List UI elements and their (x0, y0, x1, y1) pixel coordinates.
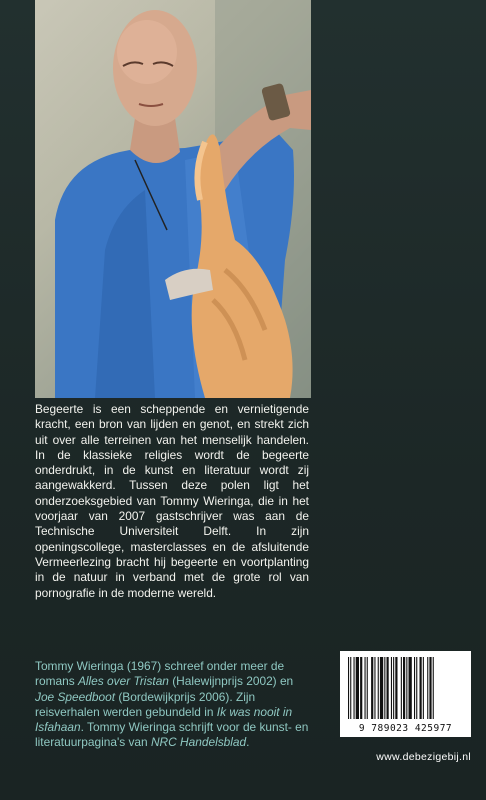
barcode-bar (433, 657, 434, 719)
bio-part-3: (Bordewijkprijs 2006). Zijn reisverhalen werden gebundeld in (35, 689, 256, 719)
blurb-paragraph: Begeerte is een scheppende en vernietigende kracht, een bron van lijden en genot, en strekt zich uit over alle terreinen van het menselijk handelen. In de klassieke religies wordt de begeerte onderdrukt, in de kunst en literatuur wordt zij aangewakkerd. Tussen deze polen ligt het onderzoeksgebied van Tommy Wieringa, die in het voorjaar van 2007 gastschrijver was aan de Technische Universiteit Delft. In zijn openingscollege, masterclasses en de afsluitende Vermeerlezing bracht hij begeerte en voortplanting in de natuur in verband met de grote rol van pornografie in de moderne wereld. (35, 402, 309, 600)
barcode-bar (409, 657, 412, 719)
bio-part-1: Tommy Wieringa (1967) schreef onder meer de romans (35, 659, 285, 689)
barcode-bar (350, 657, 351, 719)
author-bio-paragraph (35, 659, 311, 751)
barcode-number: 9 789023 425977 (358, 723, 453, 734)
book-title-1: Alles over Tristan (77, 674, 169, 689)
barcode-bar (401, 657, 402, 719)
bio-part-5: . (246, 735, 250, 750)
barcode (340, 651, 471, 737)
barcode-bar (354, 657, 355, 719)
barcode-bar (403, 657, 405, 719)
author-photo-illustration (35, 0, 311, 398)
barcode-bar (393, 657, 394, 719)
blurb-text (35, 402, 309, 601)
barcode-bar (371, 657, 373, 719)
barcode-bar (429, 657, 431, 719)
barcode-bar (406, 657, 407, 719)
barcode-bar (367, 657, 368, 719)
barcode-bar (356, 657, 359, 719)
barcode-bar (414, 657, 415, 719)
barcode-bar (423, 657, 424, 719)
barcode-bar (384, 657, 385, 719)
publisher-website: www.debezigebij.nl (376, 751, 471, 763)
barcode-bar (380, 657, 383, 719)
barcode-bar (391, 657, 392, 719)
barcode-bar (348, 657, 349, 719)
barcode-bar (360, 657, 362, 719)
barcode-bar (427, 657, 428, 719)
book-title-3: Ik was nooit in Isfahaan (35, 704, 293, 735)
barcode-bar (365, 657, 366, 719)
barcode-bar (374, 657, 375, 719)
barcode-bar (420, 657, 422, 719)
barcode-bars (348, 657, 463, 719)
bio-part-4: . Tommy Wieringa schrijft voor de kunst- en literatuurpagina's van (35, 720, 309, 750)
book-title-2: Joe Speedboot (35, 689, 116, 704)
barcode-bar (416, 657, 417, 719)
author-photo (35, 0, 311, 398)
barcode-bar (387, 657, 389, 719)
barcode-bar (378, 657, 379, 719)
newspaper-title: NRC Handelsblad (150, 735, 247, 750)
bio-part-2: (Halewijnprijs 2002) en (168, 674, 294, 689)
barcode-bar (395, 657, 397, 719)
author-bio (35, 659, 311, 751)
